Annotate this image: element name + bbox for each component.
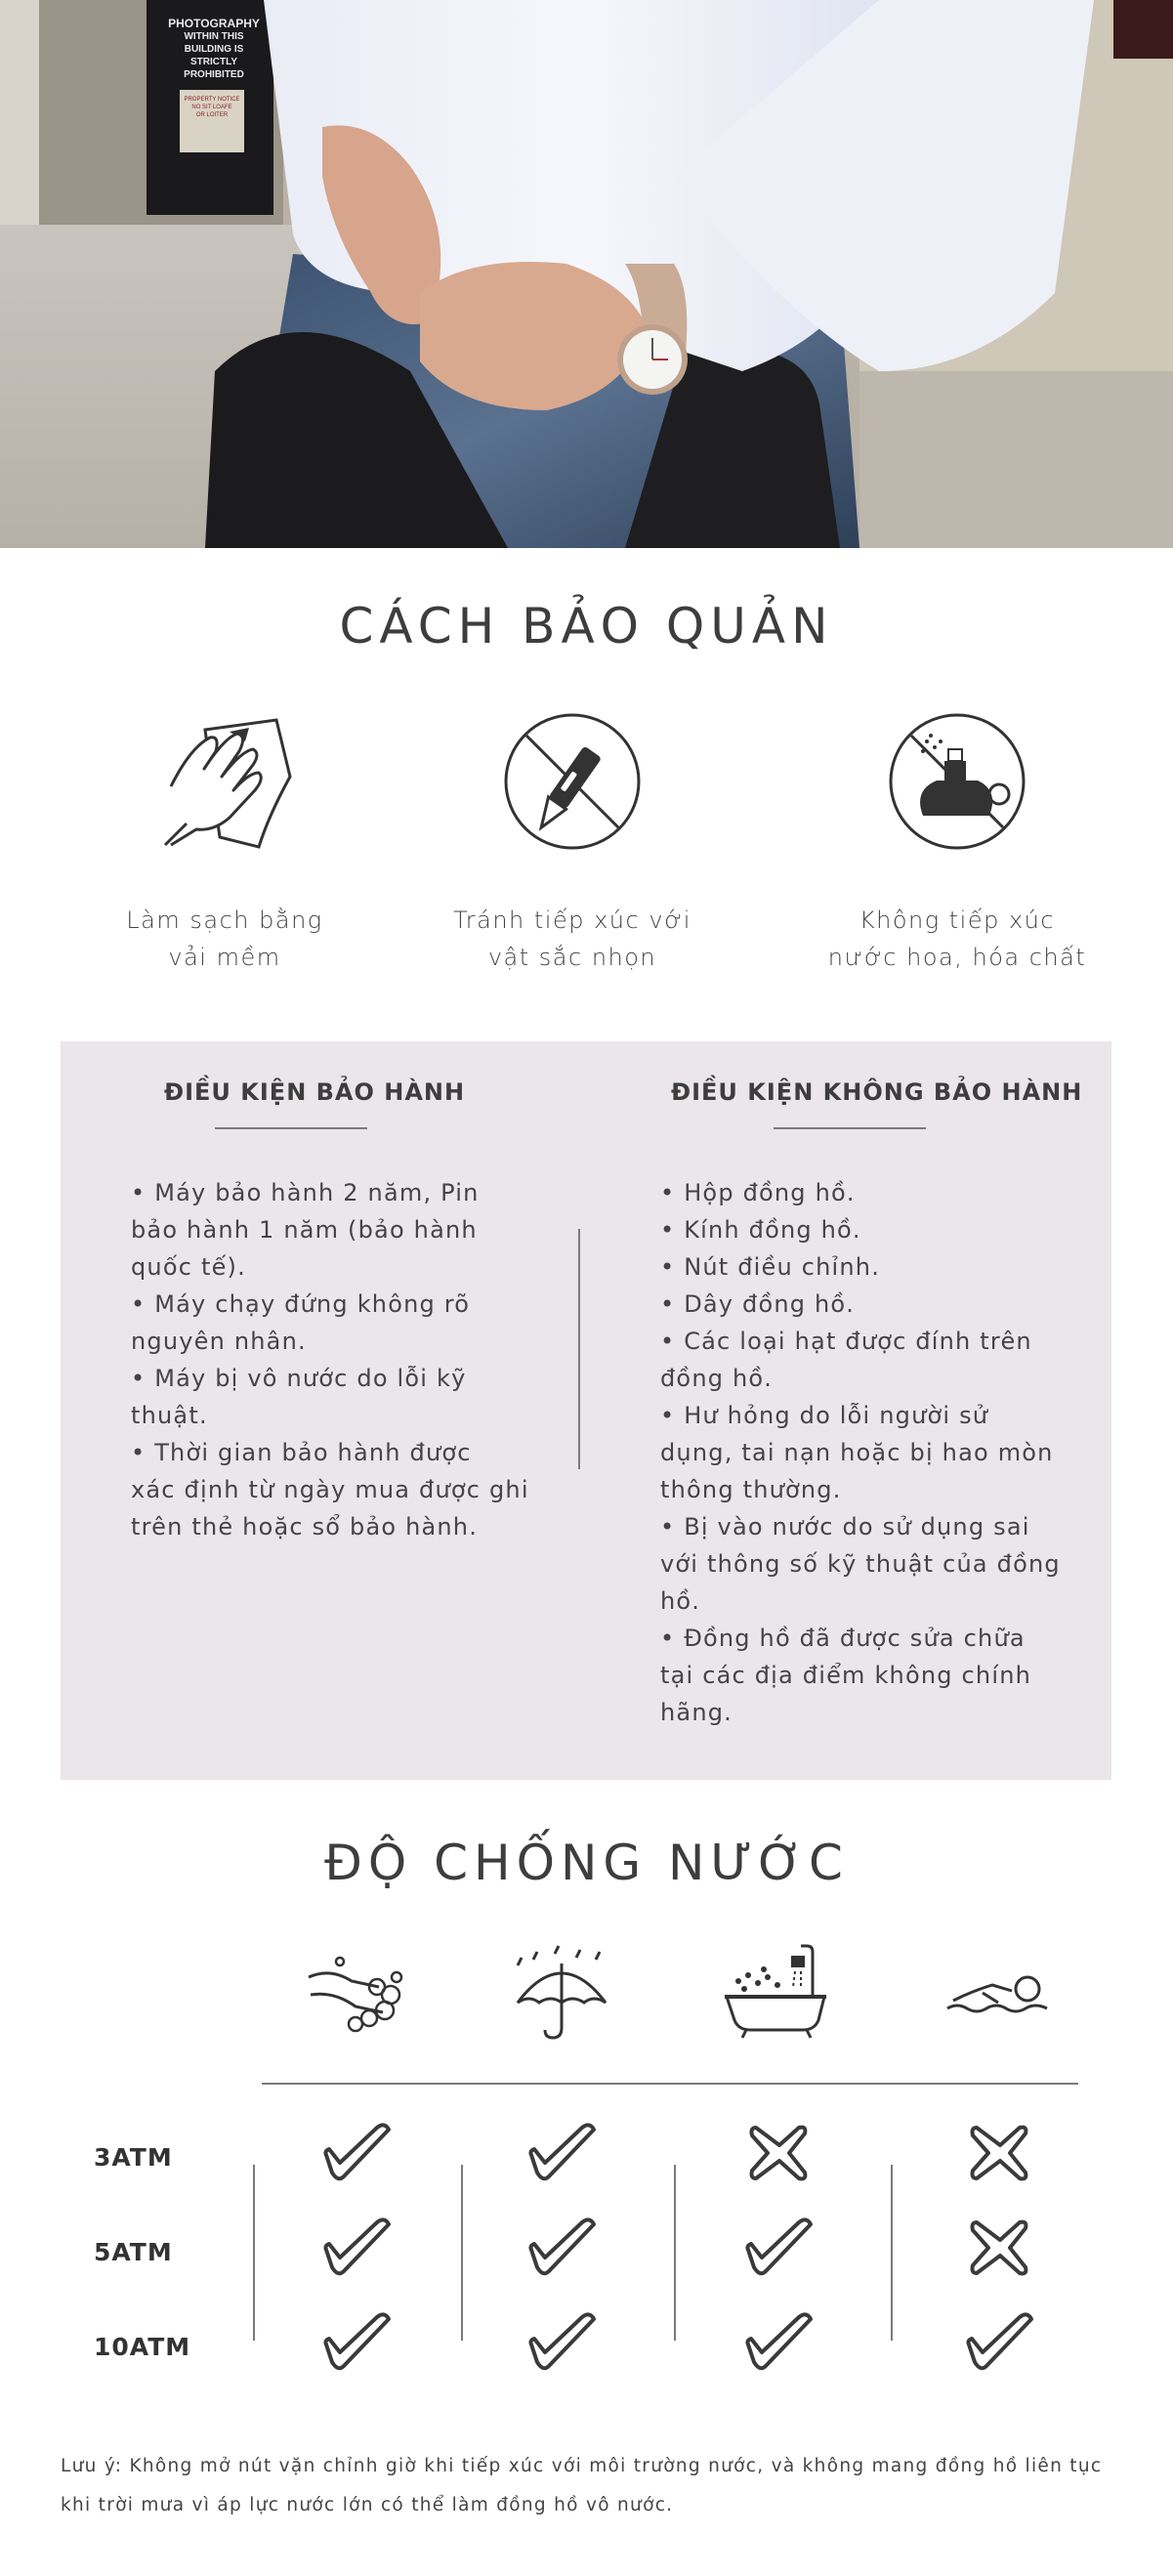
care-label [78, 902, 371, 976]
care-note [61, 2447, 1115, 2525]
care-label [426, 902, 719, 976]
table-divider [674, 2165, 676, 2341]
table-divider [891, 2165, 893, 2341]
swimming-icon [943, 1948, 1051, 2046]
excluded-list [660, 1174, 1090, 1731]
care-label [811, 902, 1104, 976]
notice-line: NO SIT LOAFE [191, 105, 232, 110]
warranty-line: nguyên nhân. [131, 1328, 307, 1355]
warranty-line: • Hộp đồng hồ. [660, 1174, 1090, 1211]
hero-notice [180, 90, 244, 152]
warranty-panel [61, 1041, 1111, 1780]
warranty-line: với thông số kỹ thuật của đồng [660, 1550, 1061, 1578]
cross-icon [742, 2122, 817, 2184]
warranty-excluded-title: ĐIỀU KIỆN KHÔNG BẢO HÀNH [671, 1078, 1083, 1106]
hero-illustration [0, 0, 1173, 548]
hero-sign-text [164, 18, 264, 81]
check-icon [525, 2122, 600, 2184]
warranty-line: • Đồng hồ đã được sửa chữa [660, 1620, 1090, 1657]
care-label-line: vải mềm [168, 944, 281, 971]
bathtub-shower-icon [723, 1942, 830, 2040]
umbrella-rain-icon [508, 1944, 615, 2042]
covered-title-underline [215, 1127, 367, 1129]
cross-icon [963, 2217, 1037, 2279]
atm-label-3: 3ATM [94, 2143, 173, 2172]
notice-line: OR LOITER [195, 112, 229, 118]
water-title: ĐỘ CHỐNG NƯỚC [324, 1835, 849, 1891]
warranty-line: • Các loại hạt được đính trên [660, 1323, 1090, 1360]
warranty-line: • Hư hỏng do lỗi người sử [660, 1397, 1090, 1434]
warranty-line: thông thường. [660, 1476, 842, 1503]
sign-line: PHOTOGRAPHY [168, 17, 260, 30]
care-label-line: Không tiếp xúc [859, 907, 1056, 934]
table-divider [253, 2165, 255, 2341]
warranty-line: • Máy chạy đứng không rõ [131, 1286, 531, 1323]
cross-icon [963, 2122, 1037, 2184]
check-icon [525, 2311, 600, 2374]
care-item-wipe [78, 708, 371, 976]
warranty-line: dụng, tai nạn hoặc bị hao mòn [660, 1439, 1054, 1466]
warranty-line: đồng hồ. [660, 1365, 774, 1392]
warranty-line: • Máy bị vô nước do lỗi kỹ [131, 1360, 531, 1397]
sign-line: WITHIN THIS BUILDING IS [184, 31, 244, 55]
care-title: CÁCH BẢO QUẢN [339, 598, 834, 655]
check-icon [742, 2217, 817, 2279]
no-sharp-objects-icon [499, 708, 646, 855]
care-label-line: vật sắc nhọn [487, 944, 657, 971]
care-item-sharp [426, 708, 719, 976]
covered-list [131, 1174, 531, 1545]
hand-washing-icon [301, 1948, 408, 2046]
warranty-line: • Thời gian bảo hành được [131, 1434, 531, 1471]
warranty-line: hồ. [660, 1587, 701, 1615]
note-line: khi trời mưa vì áp lực nước lớn có thể làm đồng hồ vô nước. [61, 2495, 674, 2515]
care-label-line: nước hoa, hóa chất [827, 944, 1087, 971]
check-icon [525, 2217, 600, 2279]
warranty-line: bảo hành 1 năm (bảo hành [131, 1216, 478, 1244]
warranty-line: trên thẻ hoặc sổ bảo hành. [131, 1513, 479, 1541]
sign-line: STRICTLY PROHIBITED [184, 57, 244, 80]
no-perfume-icon [884, 708, 1030, 855]
warranty-line: tại các địa điểm không chính [660, 1662, 1032, 1689]
warranty-line: • Máy bảo hành 2 năm, Pin [131, 1174, 531, 1211]
notice-line: PROPERTY NOTICE [184, 97, 240, 103]
warranty-divider [578, 1229, 580, 1469]
warranty-line: • Kính đồng hồ. [660, 1211, 1090, 1248]
water-header-line [262, 2083, 1078, 2085]
check-icon [320, 2217, 395, 2279]
warranty-covered-title: ĐIỀU KIỆN BẢO HÀNH [164, 1078, 466, 1106]
atm-label-10: 10ATM [94, 2333, 191, 2361]
check-icon [963, 2311, 1037, 2374]
warranty-line: thuật. [131, 1402, 208, 1429]
warranty-line: quốc tế). [131, 1253, 246, 1281]
care-label-line: Làm sạch bằng [126, 907, 323, 934]
wipe-cloth-icon [151, 708, 298, 855]
warranty-line: • Nút điều chỉnh. [660, 1248, 1090, 1286]
check-icon [742, 2311, 817, 2374]
check-icon [320, 2311, 395, 2374]
warranty-line: • Bị vào nước do sử dụng sai [660, 1508, 1090, 1545]
atm-label-5: 5ATM [94, 2238, 173, 2266]
care-item-perfume [811, 708, 1104, 976]
warranty-line: xác định từ ngày mua được ghi [131, 1476, 529, 1503]
care-label-line: Tránh tiếp xúc với [453, 907, 691, 934]
check-icon [320, 2122, 395, 2184]
table-divider [461, 2165, 463, 2341]
excluded-title-underline [774, 1127, 926, 1129]
warranty-line: hãng. [660, 1699, 733, 1726]
hero-photo [0, 0, 1173, 548]
warranty-line: • Dây đồng hồ. [660, 1286, 1090, 1323]
note-line: Lưu ý: Không mở nút vặn chỉnh giờ khi tiếp xúc với môi trường nước, và không mang đồng hồ liên tục [61, 2456, 1103, 2476]
